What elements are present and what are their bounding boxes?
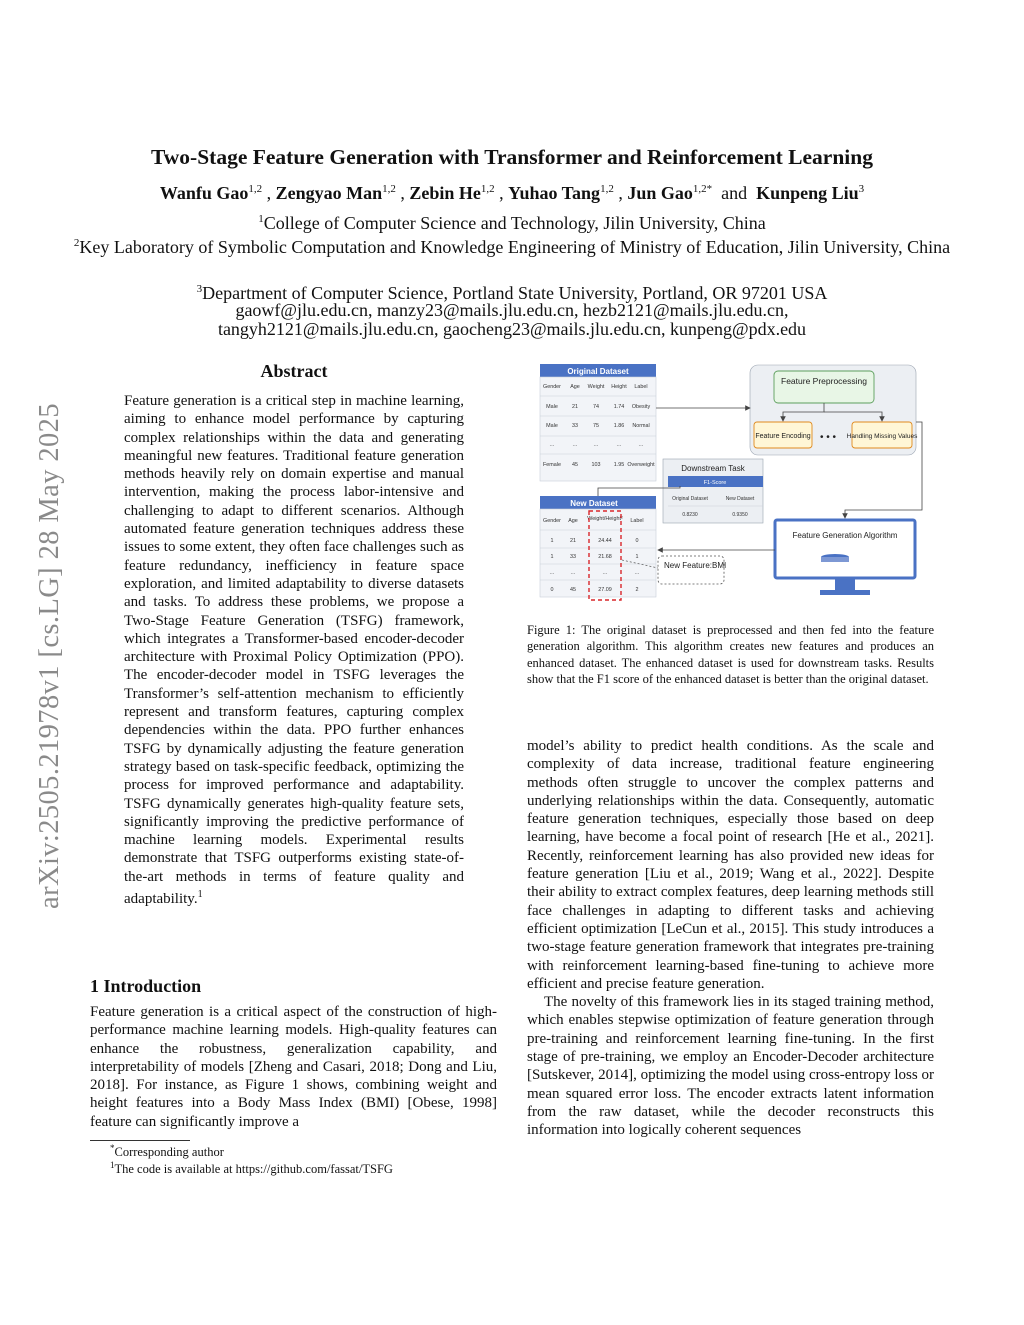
new-cell: 0 bbox=[550, 587, 554, 593]
paragraph: model’s ability to predict health conditions. As the scale and complexity of data increase, traditional feature engineering methods often struggle to uncover the complex patterns and underlying relationships within the data. Consequently, automatic feature generation techniques, especially those based on deep learning, have become a focal point of research [He et al., 2021]. Recently, reinforcement learning has also provided new ideas for feature generation [Liu et al., 2019; Wang et al., 2022]. Despite their ability to extract complex features, deep learning methods still face challenges in adapting to different tasks and achieving efficient optimization [LeCun et al., 2015]. This study introduces a two-stage feature generation framework that integrates pre-training with reinforcement learning-based fine-tuning to achieve more efficient and precise feature generation. bbox=[527, 738, 934, 992]
new-cell: 27.09 bbox=[598, 587, 612, 593]
new-header-cell: Weight/Height² bbox=[587, 516, 623, 522]
original-cell: 1.74 bbox=[613, 404, 625, 410]
original-cell: … bbox=[638, 442, 644, 448]
f1-value-original: 0.8230 bbox=[682, 512, 698, 518]
original-header-cell: Age bbox=[570, 384, 580, 390]
original-cell: Normal bbox=[632, 423, 650, 429]
arxiv-identifier: arXiv:2505.21978v1 [cs.LG] 28 May 2025 bbox=[34, 403, 65, 909]
figure-1-caption: Figure 1: The original dataset is preprocessed and then fed into the feature generation algorithm. This algorithm creates new features and produces an enhanced dataset. The enhanced dataset is used for downstream tasks. Results show that the F1 score of the enhanced dataset is better than the original dataset. bbox=[527, 623, 934, 687]
new-cell: 1 bbox=[550, 538, 554, 544]
abstract-heading: Abstract bbox=[260, 361, 328, 381]
footnote-corresponding: *Corresponding author bbox=[110, 1143, 224, 1160]
f1-value-new: 0.9350 bbox=[732, 512, 748, 518]
new-cell: 21.68 bbox=[598, 554, 612, 560]
original-dataset-title: Original Dataset bbox=[567, 367, 629, 376]
paragraph: The novelty of this framework lies in its staged training method, which enables stepwise optimization of feature generation through pre-training and reinforcement learning fine-tuning. In the first stage of pre-training, we employ an Encoder-Decoder architecture [Sutskever, 2014], optimizing the model using cross-entropy loss or mean squared error loss. The encoder extracts latent information from the raw dataset, while the decoder reconstructs this information into logically coherent sequences bbox=[527, 994, 934, 1139]
new-cell: … bbox=[634, 570, 640, 576]
original-cell: 74 bbox=[593, 404, 599, 410]
section-heading-introduction: 1 Introduction bbox=[90, 976, 202, 996]
original-header-cell: Label bbox=[634, 384, 648, 390]
new-header-cell: Age bbox=[568, 518, 578, 524]
author-list: Wanfu Gao$^{1,2}$ , Zengyao Man$^{1,2}$ , Zebin He$^{1,2}$ , Yuhao Tang$^{1,2}$ , Jun Gao$^{1,2*}$ and Kunpeng Liu$^3$ bbox=[159, 183, 865, 203]
new-header-cell: Gender bbox=[543, 518, 561, 524]
author-emails-line-2: tangyh2121@mails.jlu.edu.cn, gaocheng23@mails.jlu.edu.cn, kunpeng@pdx.edu bbox=[217, 319, 807, 339]
figure-1-diagram bbox=[530, 360, 935, 610]
new-cell: 1 bbox=[550, 554, 554, 560]
new-cell: 1 bbox=[635, 554, 639, 560]
original-header-cell: Weight bbox=[587, 384, 605, 390]
new-cell: 45 bbox=[570, 587, 576, 593]
original-header-cell: Height bbox=[611, 384, 627, 390]
author-name: Zengyao Man bbox=[275, 183, 383, 203]
ellipsis-dots: • • • bbox=[819, 432, 837, 443]
feature-preprocessing-title: Feature Preprocessing bbox=[781, 376, 867, 386]
footnote-rule bbox=[90, 1140, 190, 1141]
f1-header-cell: Original Dataset bbox=[672, 496, 708, 502]
downstream-task-title: Downstream Task bbox=[681, 464, 745, 473]
feature-encoding-label: Feature Encoding bbox=[755, 433, 811, 440]
new-cell: 24.44 bbox=[598, 538, 612, 544]
affiliation-2: $^2$Key Laboratory of Symbolic Computation and Knowledge Engineering of Ministry of Education, Jilin University, China bbox=[73, 237, 951, 257]
author-name: Zebin He bbox=[409, 183, 481, 203]
footnote-code: $^1$The code is available at https://github.com/fassat/TSFG bbox=[110, 1160, 393, 1177]
f1-header-cell: New Dataset bbox=[725, 496, 755, 502]
original-cell: … bbox=[572, 442, 578, 448]
handling-missing-values-label: Handling Missing Values bbox=[846, 433, 918, 440]
right-column-text bbox=[527, 737, 934, 1140]
author-name: Wanfu Gao bbox=[159, 183, 249, 203]
new-cell: 21 bbox=[570, 538, 576, 544]
original-cell: 75 bbox=[593, 423, 599, 429]
new-feature-label: New Feature:BMI bbox=[664, 561, 727, 570]
original-header-cell: Gender bbox=[543, 384, 561, 390]
affiliation-1: $^1$College of Computer Science and Technology, Jilin University, China bbox=[258, 213, 766, 233]
affiliation-3: $^3$Department of Computer Science, Portland State University, Portland, OR 97201 USA bbox=[196, 283, 828, 303]
new-cell: 33 bbox=[570, 554, 576, 560]
new-cell: 2 bbox=[635, 587, 639, 593]
original-cell: Female bbox=[543, 462, 561, 468]
new-dataset-title: New Dataset bbox=[570, 499, 618, 508]
original-cell: 21 bbox=[572, 404, 578, 410]
original-cell: Obesity bbox=[631, 404, 651, 410]
new-cell: 0 bbox=[635, 538, 639, 544]
new-cell: … bbox=[549, 570, 555, 576]
author-name: Yuhao Tang bbox=[508, 183, 601, 203]
monitor-stand bbox=[835, 578, 855, 590]
original-cell: … bbox=[549, 442, 555, 448]
original-cell: Male bbox=[546, 404, 558, 410]
author-name: Jun Gao bbox=[627, 183, 693, 203]
paper-title: Two-Stage Feature Generation with Transformer and Reinforcement Learning bbox=[151, 145, 873, 169]
original-cell: 45 bbox=[572, 462, 578, 468]
original-cell: 1.86 bbox=[613, 423, 625, 429]
feature-generation-algorithm-title: Feature Generation Algorithm bbox=[792, 531, 898, 540]
new-cell: … bbox=[602, 570, 608, 576]
feature-generation-monitor bbox=[775, 520, 915, 578]
original-cell: 1.95 bbox=[613, 462, 625, 468]
original-cell: Male bbox=[546, 423, 558, 429]
original-cell: … bbox=[593, 442, 599, 448]
f1-score-label: F1-Score bbox=[703, 480, 727, 486]
original-cell: 103 bbox=[591, 462, 601, 468]
original-cell: Overweight bbox=[627, 462, 655, 468]
original-cell: 33 bbox=[572, 423, 578, 429]
monitor-base bbox=[820, 590, 870, 595]
original-cell: … bbox=[616, 442, 622, 448]
intro-paragraph: Feature generation is a critical aspect of the construction of high-performance machine learning models. High-quality features can enhance the robustness, generalization capability, and interpretability of models [Zheng and Casari, 2018; Dong and Liu, 2018]. For instance, as Figure 1 shows, combining weight and height features into a Body Mass Index (BMI) [Obese, 1998] feature can significantly improve a bbox=[90, 1004, 497, 1130]
author-name: Kunpeng Liu bbox=[756, 183, 859, 203]
author-emails-line-1: gaowf@jlu.edu.cn, manzy23@mails.jlu.edu.cn, hezb2121@mails.jlu.edu.cn, bbox=[235, 300, 789, 320]
abstract-text: Feature generation is a critical step in machine learning, aiming to enhance model performance by capturing complex relationships within the data and generating meaningful new features. Traditional feature generation methods heavily rely on domain expertise and manual intervention, making the process labor-intensive and challenging to adapt to different scenarios. Although automated feature generation techniques address these issues to some extent, they often face challenges such as feature redundancy, inefficiency in feature space exploration, and limited adaptability to diverse datasets and tasks. To address these problems, we propose a Two-Stage Feature Generation (TSFG) framework, which integrates a Transformer-based encoder-decoder architecture with Proximal Policy Optimization (PPO). The encoder-decoder model in TSFG leverages the Transformer’s self-attention mechanism to efficiently represent and transform features, capturing complex dependencies within the data. PPO further enhances TSFG by dynamically adjusting the feature generation strategy based on task-specific feedback, optimizing the process for improved performance and adaptability. TSFG dynamically generates high-quality feature sets, significantly improving the predictive performance of machine learning models. Experimental results demonstrate that TSFG outperforms existing state-of-the-art methods in terms of feature quality and adaptability.$^1$ bbox=[124, 393, 464, 908]
new-cell: … bbox=[570, 570, 576, 576]
new-header-cell: Label bbox=[630, 518, 644, 524]
